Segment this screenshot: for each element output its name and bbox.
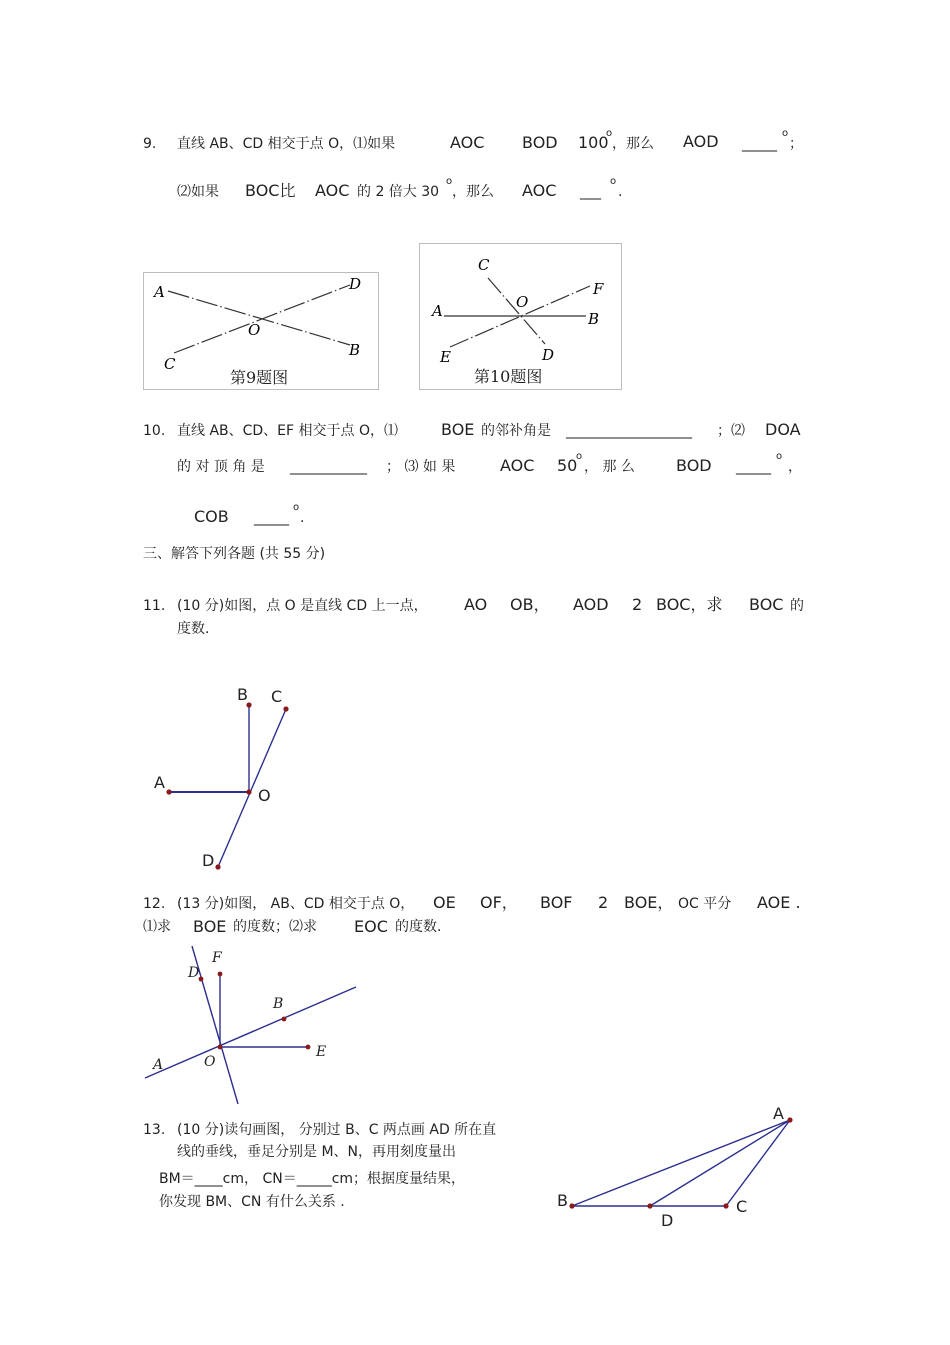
q9-then-2: ，那么: [452, 184, 494, 200]
q9-aod: AOD: [683, 132, 719, 151]
q10-then: ， 那 么: [584, 459, 635, 475]
fig11-label-o: O: [258, 786, 271, 805]
q9-end-2: .: [618, 184, 623, 200]
figure-10: [419, 243, 622, 390]
q9-aoc-2: AOC: [315, 181, 350, 200]
fig12-label-f: F: [212, 950, 222, 966]
fig11-label-d: D: [202, 851, 215, 870]
q9-aoc: AOC: [450, 133, 485, 152]
fig13-point-c: [723, 1203, 728, 1208]
q12-part2a: ⑴求: [143, 919, 171, 935]
fig11-line-cd: [218, 709, 286, 867]
q10-aoc: AOC: [500, 456, 535, 475]
q12-boe-2: BOE: [193, 917, 227, 936]
figure-13-diagram: [550, 1100, 810, 1235]
fig12-label-d: D: [188, 965, 200, 981]
q10-doa: DOA: [765, 420, 801, 439]
q10-number: 10.: [143, 423, 166, 439]
fig10-label-a: A: [432, 302, 443, 320]
q9-number: 9.: [143, 136, 157, 152]
q12-aoe: AOE .: [757, 893, 801, 912]
fig12-point-e: [306, 1045, 311, 1050]
fig10-label-f: F: [593, 280, 604, 298]
fig12-point-b: [282, 1017, 287, 1022]
q13-number: 13.: [143, 1122, 166, 1138]
q10-blank-4[interactable]: _____: [254, 510, 289, 526]
fig13-line-da: [650, 1120, 790, 1206]
q10-blank-3[interactable]: _____: [736, 459, 771, 475]
fig11-label-a: A: [154, 773, 165, 792]
fig9-label-b: B: [349, 341, 361, 359]
fig9-label-a: A: [154, 283, 165, 301]
q9-boc-bi: BOC比: [245, 181, 296, 200]
q10-bod: BOD: [676, 456, 712, 475]
fig12-label-o: O: [204, 1054, 216, 1070]
q12-part2c: 的度数.: [395, 919, 442, 935]
q12-eoc: EOC: [354, 917, 388, 936]
q9-blank-1[interactable]: _____: [742, 136, 777, 152]
q13-line-3: BM＝____cm， CN＝_____cm；根据度量结果，: [159, 1171, 466, 1187]
q9-bod: BOD: [522, 133, 558, 152]
q12-oc-bisects: OC 平分: [678, 896, 732, 912]
q9-part2: ⑵如果: [177, 184, 219, 200]
fig11-label-c: C: [271, 687, 283, 706]
figure-12: [140, 940, 362, 1108]
q9-degree-1: o: [606, 128, 613, 139]
q10-end-4: .: [300, 510, 305, 526]
q10-boe: BOE: [441, 420, 475, 439]
q12-two: 2: [598, 893, 609, 912]
q11-aod: AOD: [573, 595, 609, 614]
q9-degree-3: o: [446, 176, 453, 187]
section-3-title: 三、解答下列各题 (共 55 分): [143, 546, 326, 562]
q11-part2: 度数.: [177, 621, 210, 637]
q10-blank-2[interactable]: ___________: [290, 459, 367, 475]
q9-degree-2: o: [782, 128, 789, 139]
q13-line-4: 你发现 BM、CN 有什么关系 .: [159, 1194, 345, 1210]
fig10-label-e: E: [440, 348, 451, 366]
q9-blank-2[interactable]: ___: [580, 184, 601, 200]
q11-part1: (10 分)如图，点 O 是直线 CD 上一点，: [177, 598, 428, 614]
q9-value-100: 100: [578, 133, 609, 152]
q10-blank-1[interactable]: __________________: [566, 423, 692, 439]
fig12-label-e: E: [316, 1044, 327, 1060]
figure-9: [143, 272, 379, 390]
q11-ob: OB，: [510, 595, 550, 614]
q12-part1: (13 分)如图， AB、CD 相交于点 O，: [177, 896, 415, 912]
figure-10-caption: 第10题图: [474, 367, 543, 386]
fig10-label-o: O: [516, 293, 529, 311]
fig13-point-d: [647, 1203, 652, 1208]
fig13-point-a: [787, 1117, 792, 1122]
q11-number: 11.: [143, 598, 166, 614]
q10-adjacent: 的邻补角是: [481, 423, 551, 439]
fig13-label-d: D: [661, 1211, 674, 1230]
q11-of: 的: [790, 598, 804, 614]
q10-part1: 直线 AB、CD、EF 相交于点 O，⑴: [177, 423, 399, 439]
q12-number: 12.: [143, 896, 166, 912]
q13-line-1: (10 分)读句画图， 分别过 B、C 两点画 AD 所在直: [177, 1122, 497, 1138]
q10-sep-1: ；⑵: [717, 423, 745, 439]
fig12-label-a: A: [153, 1057, 164, 1073]
fig10-label-b: B: [588, 310, 600, 328]
figure-11: [140, 680, 310, 875]
q13-line-2: 线的垂线，垂足分别是 M、N，再用刻度量出: [177, 1144, 457, 1160]
figure-11-diagram: [140, 680, 310, 875]
q10-degree-1: o: [576, 451, 583, 462]
q10-part2: 的 对 顶 角 是: [177, 459, 265, 475]
q10-degree-3: o: [293, 502, 300, 513]
q9-degree-4: o: [610, 176, 617, 187]
fig13-point-b: [569, 1203, 574, 1208]
q10-end-3: ，: [788, 459, 802, 475]
q12-boe: BOE，: [624, 893, 674, 912]
q12-bof: BOF: [540, 893, 573, 912]
figure-12-diagram: [140, 940, 362, 1108]
q12-oe: OE: [433, 893, 456, 912]
q9-then-1: ，那么: [612, 136, 654, 152]
q11-ao: AO: [464, 595, 488, 614]
figure-9-caption: 第9题图: [230, 368, 289, 387]
fig9-label-d: D: [349, 275, 362, 293]
fig11-point-a: [166, 789, 171, 794]
q11-boc-2: BOC: [749, 595, 784, 614]
q11-boc: BOC，求: [656, 595, 723, 614]
q10-sep-2: ； ⑶ 如 果: [386, 459, 456, 475]
q9-part1: 直线 AB、CD 相交于点 O，⑴如果: [177, 136, 396, 152]
fig11-point-o: [246, 789, 251, 794]
fig12-line-ab: [145, 987, 356, 1078]
fig12-label-b: B: [273, 996, 284, 1012]
q12-part2b: 的度数；⑵求: [233, 919, 317, 935]
q9-twice: 的 2 倍大 30: [357, 184, 440, 200]
q10-degree-2: o: [776, 451, 783, 462]
fig11-label-b: B: [237, 685, 248, 704]
fig13-label-c: C: [736, 1197, 748, 1216]
fig13-label-a: A: [773, 1104, 784, 1123]
q11-two: 2: [632, 595, 643, 614]
fig13-label-b: B: [557, 1191, 568, 1210]
fig11-point-d: [215, 864, 220, 869]
fig12-point-f: [218, 972, 223, 977]
q9-end-1: ；: [789, 136, 803, 152]
q10-value-50: 50: [557, 456, 578, 475]
figure-13: [550, 1100, 810, 1235]
fig9-label-c: C: [164, 355, 176, 373]
q12-of: OF，: [480, 893, 518, 912]
fig10-label-d: D: [542, 346, 555, 364]
fig10-line-cd: [488, 278, 545, 344]
q9-aoc-3: AOC: [522, 181, 557, 200]
fig12-point-o: [218, 1045, 223, 1050]
fig9-line-cd: [174, 285, 350, 353]
q10-cob: COB: [194, 507, 229, 526]
fig12-point-d: [199, 977, 204, 982]
fig10-label-c: C: [478, 256, 490, 274]
fig11-point-c: [283, 706, 288, 711]
fig9-label-o: O: [248, 321, 261, 339]
